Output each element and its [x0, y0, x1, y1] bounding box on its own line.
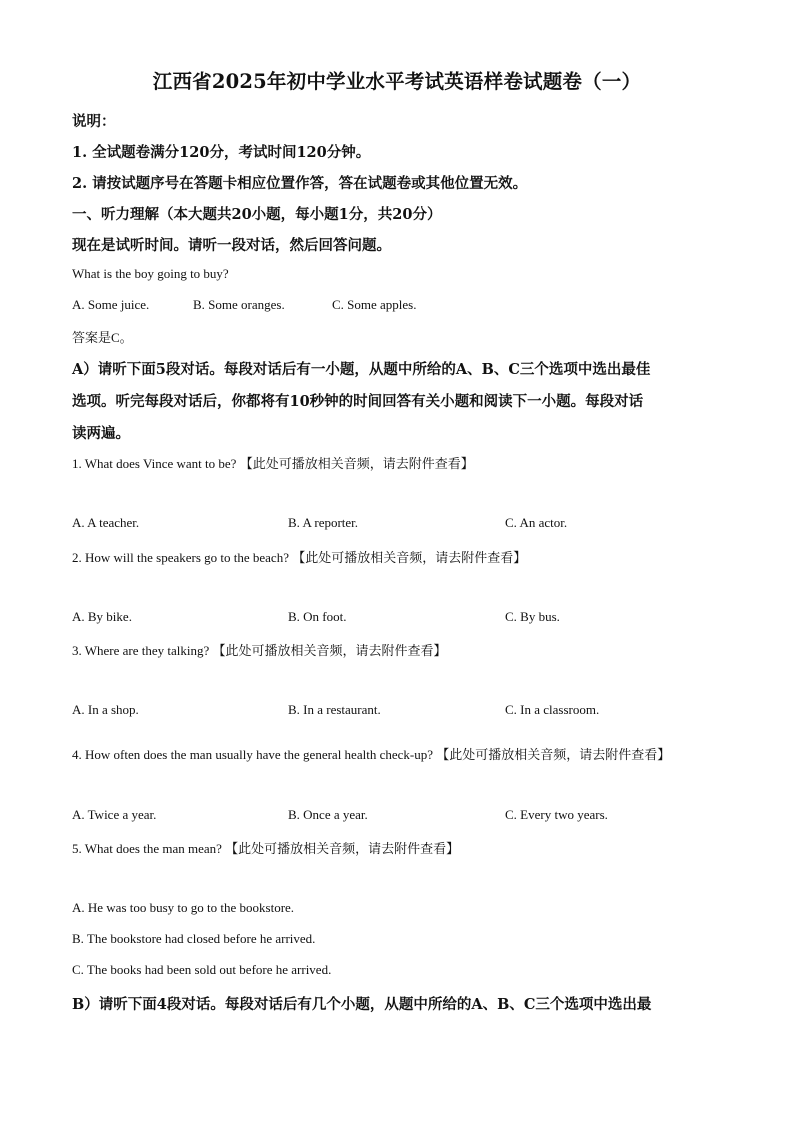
question-3-option-a: A. In a shop. [72, 702, 139, 717]
question-2: 2. How will the speakers go to the beach? 【此处可播放相关音频，请去附件查看】 [72, 550, 527, 565]
question-5-option-b: B. The bookstore had closed before he arrived. [72, 931, 316, 946]
trial-option-b: B. Some oranges. [193, 297, 285, 312]
trial-option-c: C. Some apples. [332, 297, 417, 312]
question-1-option-c: C. An actor. [505, 515, 568, 530]
question-3-options [0, 702, 794, 720]
question-4-option-a: A. Twice a year. [72, 807, 157, 822]
question-5: 5. What does the man mean? 【此处可播放相关音频，请去附件查看】 [72, 841, 460, 856]
question-3: 3. Where are they talking? 【此处可播放相关音频，请去附件查看】 [72, 643, 447, 658]
trial-options [0, 297, 794, 315]
partA-instruction-line-2: 选项。听完每段对话后，你都将有10秒钟的时间回答有关小题和阅读下一小题。每段对话 [72, 393, 644, 410]
partA-instruction-line-1: A）请听下面5段对话。每段对话后有一小题，从题中所给的A、B、C三个选项中选出最佳 [72, 361, 651, 378]
question-1-options [0, 515, 794, 533]
question-2-option-b: B. On foot. [288, 609, 347, 624]
question-1-option-b: B. A reporter. [288, 515, 359, 530]
question-2-options [0, 609, 794, 627]
trial-question: What is the boy going to buy? [72, 266, 229, 281]
partA-instruction-line-3: 读两遍。 [72, 425, 130, 442]
note-1: 1. 全试题卷满分120分，考试时间120分钟。 [72, 144, 371, 161]
question-4-options [0, 807, 794, 825]
question-3-option-c: C. In a classroom. [505, 702, 600, 717]
question-1: 1. What does Vince want to be? 【此处可播放相关音频，请去附件查看】 [72, 456, 474, 471]
section-heading: 一、听力理解（本大题共20小题，每小题1分，共20分） [72, 206, 442, 223]
question-4-option-c: C. Every two years. [505, 807, 608, 822]
question-3-option-b: B. In a restaurant. [288, 702, 381, 717]
page-title: 江西省2025年初中学业水平考试英语样卷试题卷（一） [152, 70, 642, 93]
trial-option-a: A. Some juice. [72, 297, 150, 312]
question-2-option-a: A. By bike. [72, 609, 132, 624]
note-2: 2. 请按试题序号在答题卡相应位置作答，答在试题卷或其他位置无效。 [72, 175, 528, 192]
trial-instruction: 现在是试听时间。请听一段对话，然后回答问题。 [72, 237, 391, 254]
question-4: 4. How often does the man usually have the general health check-up? 【此处可播放相关音频，请去附件查看】 [72, 747, 671, 762]
question-2-option-c: C. By bus. [505, 609, 560, 624]
question-5-option-a: A. He was too busy to go to the bookstore. [72, 900, 295, 915]
note-label: 说明： [72, 113, 116, 130]
question-1-option-a: A. A teacher. [72, 515, 140, 530]
question-5-option-c: C. The books had been sold out before he arrived. [72, 962, 332, 977]
trial-answer: 答案是C。 [72, 330, 133, 345]
question-4-option-b: B. Once a year. [288, 807, 368, 822]
partB-instruction: B）请听下面4段对话。每段对话后有几个小题，从题中所给的A、B、C三个选项中选出最 [72, 996, 652, 1013]
